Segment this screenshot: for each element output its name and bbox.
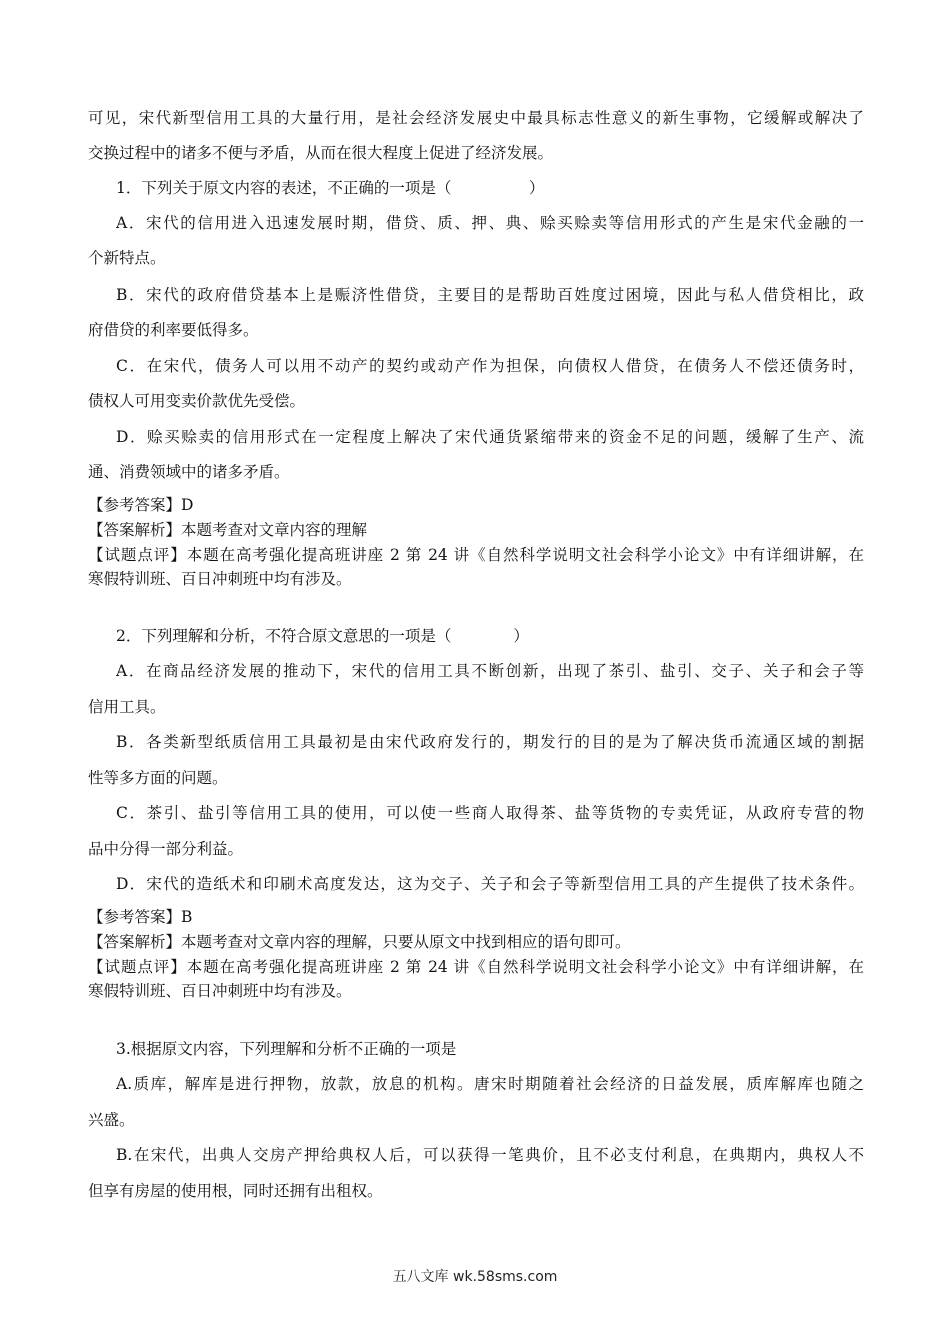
question-2-option-b-line-2: 性等多方面的问题。	[88, 769, 228, 787]
question-1-comment-line-1: 【试题点评】本题在高考强化提高班讲座 2 第 24 讲《自然科学说明文社会科学小论文》中有详细讲解，在	[88, 546, 864, 564]
question-3-stem: 3.根据原文内容，下列理解和分析不正确的一项是	[116, 1040, 457, 1058]
question-2-option-a-line-2: 信用工具。	[88, 698, 166, 716]
question-3-option-b-line-1: B.在宋代，出典人交房产押给典权人后，可以获得一笔典价，且不必支付利息，在典期内，典权人不	[116, 1146, 864, 1164]
question-2-answer: 【参考答案】B	[88, 908, 193, 926]
question-1-option-b-line-1: B．宋代的政府借贷基本上是赈济性借贷，主要目的是帮助百姓度过困境，因此与私人借贷相比，政	[116, 286, 864, 304]
question-2-comment-line-1: 【试题点评】本题在高考强化提高班讲座 2 第 24 讲《自然科学说明文社会科学小论文》中有详细讲解，在	[88, 958, 864, 976]
question-2-option-a-line-1: A．在商品经济发展的推动下，宋代的信用工具不断创新，出现了茶引、盐引、交子、关子和会子等	[116, 662, 864, 680]
intro-line-1: 可见，宋代新型信用工具的大量行用，是社会经济发展史中最具标志性意义的新生事物，它缓解或解决了	[88, 109, 864, 127]
question-1-option-b-line-2: 府借贷的利率要低得多。	[88, 321, 259, 339]
question-1-option-a-line-2: 个新特点。	[88, 249, 166, 267]
question-3-option-a-line-1: A.质库，解库是进行押物，放款，放息的机构。唐宋时期随着社会经济的日益发展，质库解库也随之	[116, 1075, 864, 1093]
intro-line-2: 交换过程中的诸多不便与矛盾，从而在很大程度上促进了经济发展。	[88, 144, 554, 162]
question-1-option-a-line-1: A．宋代的信用进入迅速发展时期，借贷、质、押、典、赊买赊卖等信用形式的产生是宋代金融的一	[116, 214, 864, 232]
question-1-option-c-line-2: 债权人可用变卖价款优先受偿。	[88, 392, 306, 410]
question-1-stem: 1．下列关于原文内容的表述，不正确的一项是（ ）	[116, 179, 545, 197]
question-3-option-a-line-2: 兴盛。	[88, 1111, 135, 1129]
footer-watermark: 五八文库 wk.58sms.com	[392, 1269, 558, 1285]
question-1-option-d-line-2: 通、消费领域中的诸多矛盾。	[88, 463, 290, 481]
question-1-option-c-line-1: C．在宋代，债务人可以用不动产的契约或动产作为担保，向债权人借贷，在债务人不偿还债务时，	[116, 357, 864, 375]
question-2-comment-line-2: 寒假特训班、百日冲刺班中均有涉及。	[88, 982, 352, 1000]
question-1-answer: 【参考答案】D	[88, 496, 194, 514]
question-1-analysis: 【答案解析】本题考查对文章内容的理解	[88, 521, 368, 539]
question-2-option-c-line-1: C．茶引、盐引等信用工具的使用，可以使一些商人取得茶、盐等货物的专卖凭证，从政府专营的物	[116, 804, 864, 822]
question-2-stem: 2．下列理解和分析，不符合原文意思的一项是（ ）	[116, 627, 529, 645]
question-1-comment-line-2: 寒假特训班、百日冲刺班中均有涉及。	[88, 570, 352, 588]
question-2-option-d: D．宋代的造纸术和印刷术高度发达，这为交子、关子和会子等新型信用工具的产生提供了技术条件。	[116, 875, 864, 893]
question-2-option-b-line-1: B．各类新型纸质信用工具最初是由宋代政府发行的，期发行的目的是为了解决货币流通区域的割据	[116, 733, 864, 751]
question-1-option-d-line-1: D．赊买赊卖的信用形式在一定程度上解决了宋代通货紧缩带来的资金不足的问题，缓解了生产、流	[116, 428, 864, 446]
question-2-option-c-line-2: 品中分得一部分利益。	[88, 840, 244, 858]
question-2-analysis: 【答案解析】本题考查对文章内容的理解，只要从原文中找到相应的语句即可。	[88, 933, 631, 951]
question-3-option-b-line-2: 但享有房屋的使用根，同时还拥有出租权。	[88, 1182, 383, 1200]
